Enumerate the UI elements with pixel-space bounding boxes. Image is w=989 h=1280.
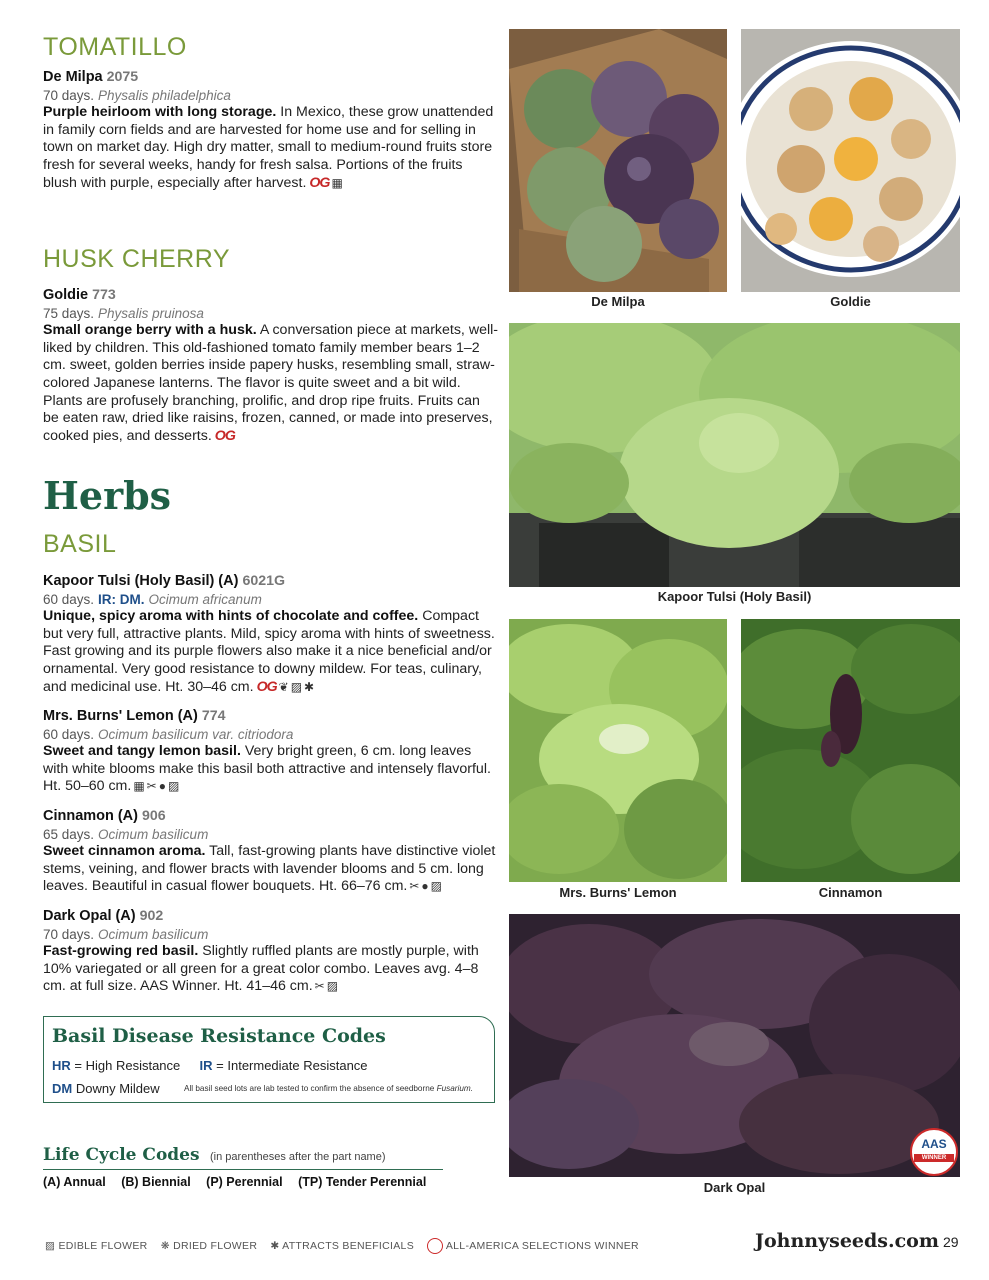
hr-code: HR [52,1058,71,1073]
product-code: 2075 [106,69,139,85]
holy-basil-image [509,323,960,587]
cut-flower-icon: ✂ [409,879,420,894]
life-cycle-code: (A) [117,808,138,824]
photo-goldie [741,29,960,292]
legend-edible-flower: EDIBLE FLOWER [58,1239,148,1252]
latin-name: Ocimum basilicum [98,826,209,842]
variety-name: De Milpa [43,69,103,85]
herbs-heading-wrap [43,473,171,518]
resistance-row-2 [52,1081,160,1096]
variety-lead: Sweet and tangy lemon basil. [43,743,241,760]
edible-flower-icon: ▨ [45,1239,56,1252]
photo-dark-opal [509,914,960,1177]
product-code: 774 [201,708,226,724]
legend-dried-flower: DRIED FLOWER [173,1239,258,1252]
caption-de-milpa: De Milpa [591,294,645,309]
photo-kapoor-tulsi [509,323,960,587]
variety-name: Cinnamon [43,808,114,824]
variety-description: Very bright green, 6 cm. long leaves with white blooms make this basil both attractive and intensely flavorful. Ht. 50–60 cm. [43,743,491,795]
caption-dark-opal: Dark Opal [703,1180,766,1195]
variety-lead: Unique, spicy aroma with hints of chocolate and coffee. [43,608,419,625]
cinnamon-basil-image [741,619,960,882]
variety-description: Tall, fast-growing plants have distinctive violet stems, veining, and flower bracts with lavender blooms and 5 cm. long leaves. Beautiful in casual flower bouquets. Ht. 66–76 cm. [43,843,496,895]
organic-icon: OG [214,427,235,444]
product-code: 902 [139,908,164,924]
life-cycle-code: (A) [115,908,136,924]
variety-description: A conversation piece at markets, well-liked by children. This old-fashioned tomato family member bears 1–2 cm. sweet, golden berries inside papery husks, resembling small, straw-colored Japanese lanterns. The flavor is quite sweet and a bit wild. Plants are profusely branching, prolific, and drop ripe fruits. Fruits can be eaten raw, dried like raisins, frozen, canned, or made into preserves, cooked pies, and desserts. [43,322,498,444]
variety-description: Compact but very full, attractive plants. Mild, spicy aroma with hints of sweetness. Fast growing and its purple flowers also make it a nice beneficial and/or ornamental. Very good resistance to downy mildew. For teas, culinary, and medicinal use. Ht. 30–46 cm. [43,608,495,695]
legend-attracts-beneficials: ATTRACTS BENEFICIALS [282,1239,414,1252]
dried-flower-icon: ● [421,879,429,894]
aas-badge-bottom: WINNER [914,1154,954,1162]
variety-entry-goldie [43,287,498,445]
resistance-note-italic: Fusarium. [436,1084,474,1093]
variety-entry-cinnamon [43,808,498,896]
resistance-note [184,1084,473,1093]
variety-entry-de-milpa [43,69,498,192]
latin-name: Ocimum basilicum [98,926,209,942]
section-heading-husk-cherry: HUSK CHERRY [43,245,231,273]
variety-entry-mrs-burns-lemon [43,708,498,796]
days-to-maturity: 60 days. [43,591,95,607]
edible-flower-icon: ▨ [290,679,303,694]
variety-lead: Purple heirloom with long storage. [43,104,277,121]
variety-name: Goldie [43,287,89,303]
plant-icon: ❦ [278,679,289,694]
latin-name: Physalis philadelphica [98,87,231,103]
resistance-box-title: Basil Disease Resistance Codes [52,1025,386,1047]
caption-kapoor-tulsi: Kapoor Tulsi (Holy Basil) [657,589,812,604]
days-to-maturity: 60 days. [43,726,95,742]
latin-name: Ocimum africanum [148,591,262,607]
life-cycle-annual: (A) Annual [43,1175,106,1189]
days-to-maturity: 70 days. [43,926,95,942]
resistance-code: IR: DM. [98,591,145,607]
days-to-maturity: 70 days. [43,87,95,103]
variety-lead: Sweet cinnamon aroma. [43,843,206,860]
life-cycle-header [43,1145,443,1170]
days-to-maturity: 75 days. [43,305,95,321]
variety-description: Slightly ruffled plants are mostly purple, with 10% variegated or all green for a great color combo. Leaves avg. 4–8 cm. at full size. AAS Winner. Ht. 41–46 cm. [43,943,479,995]
tomatillo-section [43,33,187,62]
legend-aas-winner: ALL-AMERICA SELECTIONS WINNER [445,1239,639,1252]
edible-flower-icon: ▨ [430,879,443,894]
caption-goldie: Goldie [830,294,871,309]
life-cycle-codes [43,1175,426,1189]
footer-legend [45,1238,639,1254]
resistance-row-1 [52,1058,368,1073]
edible-flower-icon: ▨ [167,779,180,794]
life-cycle-perennial: (P) Perennial [206,1175,283,1189]
photo-cinnamon [741,619,960,882]
ir-text: = Intermediate Resistance [216,1058,368,1073]
attracts-beneficials-icon: ✱ [270,1239,280,1252]
life-cycle-tender-perennial: (TP) Tender Perennial [298,1175,427,1189]
tomatillo-image [509,29,727,292]
variety-description: In Mexico, these grow unattended in family corn fields and are harvested for home use and for selling in town on market day. High dry matter, small to medium-round fruits store fresh for several weeks, handy for fresh salsa. Portions of the fruits blush with purple, especially after harvest. [43,104,494,191]
variety-entry-kapoor-tulsi [43,573,498,696]
variety-lead: Small orange berry with a husk. [43,322,257,339]
caption-cinnamon: Cinnamon [818,885,883,900]
variety-name: Dark Opal [43,908,112,924]
latin-name: Ocimum basilicum var. citriodora [98,726,294,742]
organic-icon: OG [256,678,277,695]
site-name: Johnnyseeds.com [755,1230,939,1252]
section-heading-tomatillo: TOMATILLO [43,33,187,61]
hr-text: = High Resistance [74,1058,181,1073]
caption-mrs-burns-lemon: Mrs. Burns' Lemon [559,885,677,900]
variety-lead: Fast-growing red basil. [43,943,199,960]
aas-badge-top: AAS [921,1137,947,1151]
dark-opal-basil-image [509,914,960,1177]
product-code: 906 [141,808,166,824]
life-cycle-code: (A) [218,573,239,589]
husk-cherry-image [741,29,960,292]
ir-code: IR [199,1058,213,1073]
herbs-heading: Herbs [43,473,172,518]
cut-flower-icon: ✂ [314,979,325,994]
product-code: 6021G [242,573,286,589]
variety-entry-dark-opal [43,908,498,996]
life-cycle-subtitle: (in parentheses after the part name) [210,1151,386,1163]
section-heading-basil: BASIL [43,530,117,558]
aas-icon [427,1238,443,1254]
dried-flower-icon: ● [158,779,166,794]
attracts-beneficials-icon: ✱ [304,679,315,694]
days-to-maturity: 65 days. [43,826,95,842]
life-cycle-biennial: (B) Biennial [121,1175,191,1189]
variety-name: Mrs. Burns' Lemon [43,708,174,724]
resistance-note-text: All basil seed lots are lab tested to confirm the absence of seedborne [184,1084,435,1093]
edible-flower-icon: ▨ [326,979,339,994]
resistance-codes-box [43,1016,495,1103]
dried-flower-icon: ❋ [160,1239,170,1252]
container-icon: ▦ [133,779,145,794]
photo-de-milpa [509,29,727,292]
basil-section [43,530,116,559]
page-number: 29 [943,1234,959,1250]
cut-flower-icon: ✂ [146,779,157,794]
lemon-basil-image [509,619,727,882]
organic-icon: OG [309,174,330,191]
aas-winner-badge [910,1128,958,1176]
product-code: 773 [92,287,116,303]
dm-text: Downy Mildew [75,1081,160,1096]
variety-name: Kapoor Tulsi (Holy Basil) [43,573,215,589]
life-cycle-code: (A) [177,708,198,724]
photo-mrs-burns-lemon [509,619,727,882]
husk-cherry-section [43,245,230,274]
dm-code: DM [52,1081,73,1096]
life-cycle-title: Life Cycle Codes [43,1145,200,1165]
latin-name: Physalis pruinosa [98,305,204,321]
container-icon: ▦ [331,175,343,190]
